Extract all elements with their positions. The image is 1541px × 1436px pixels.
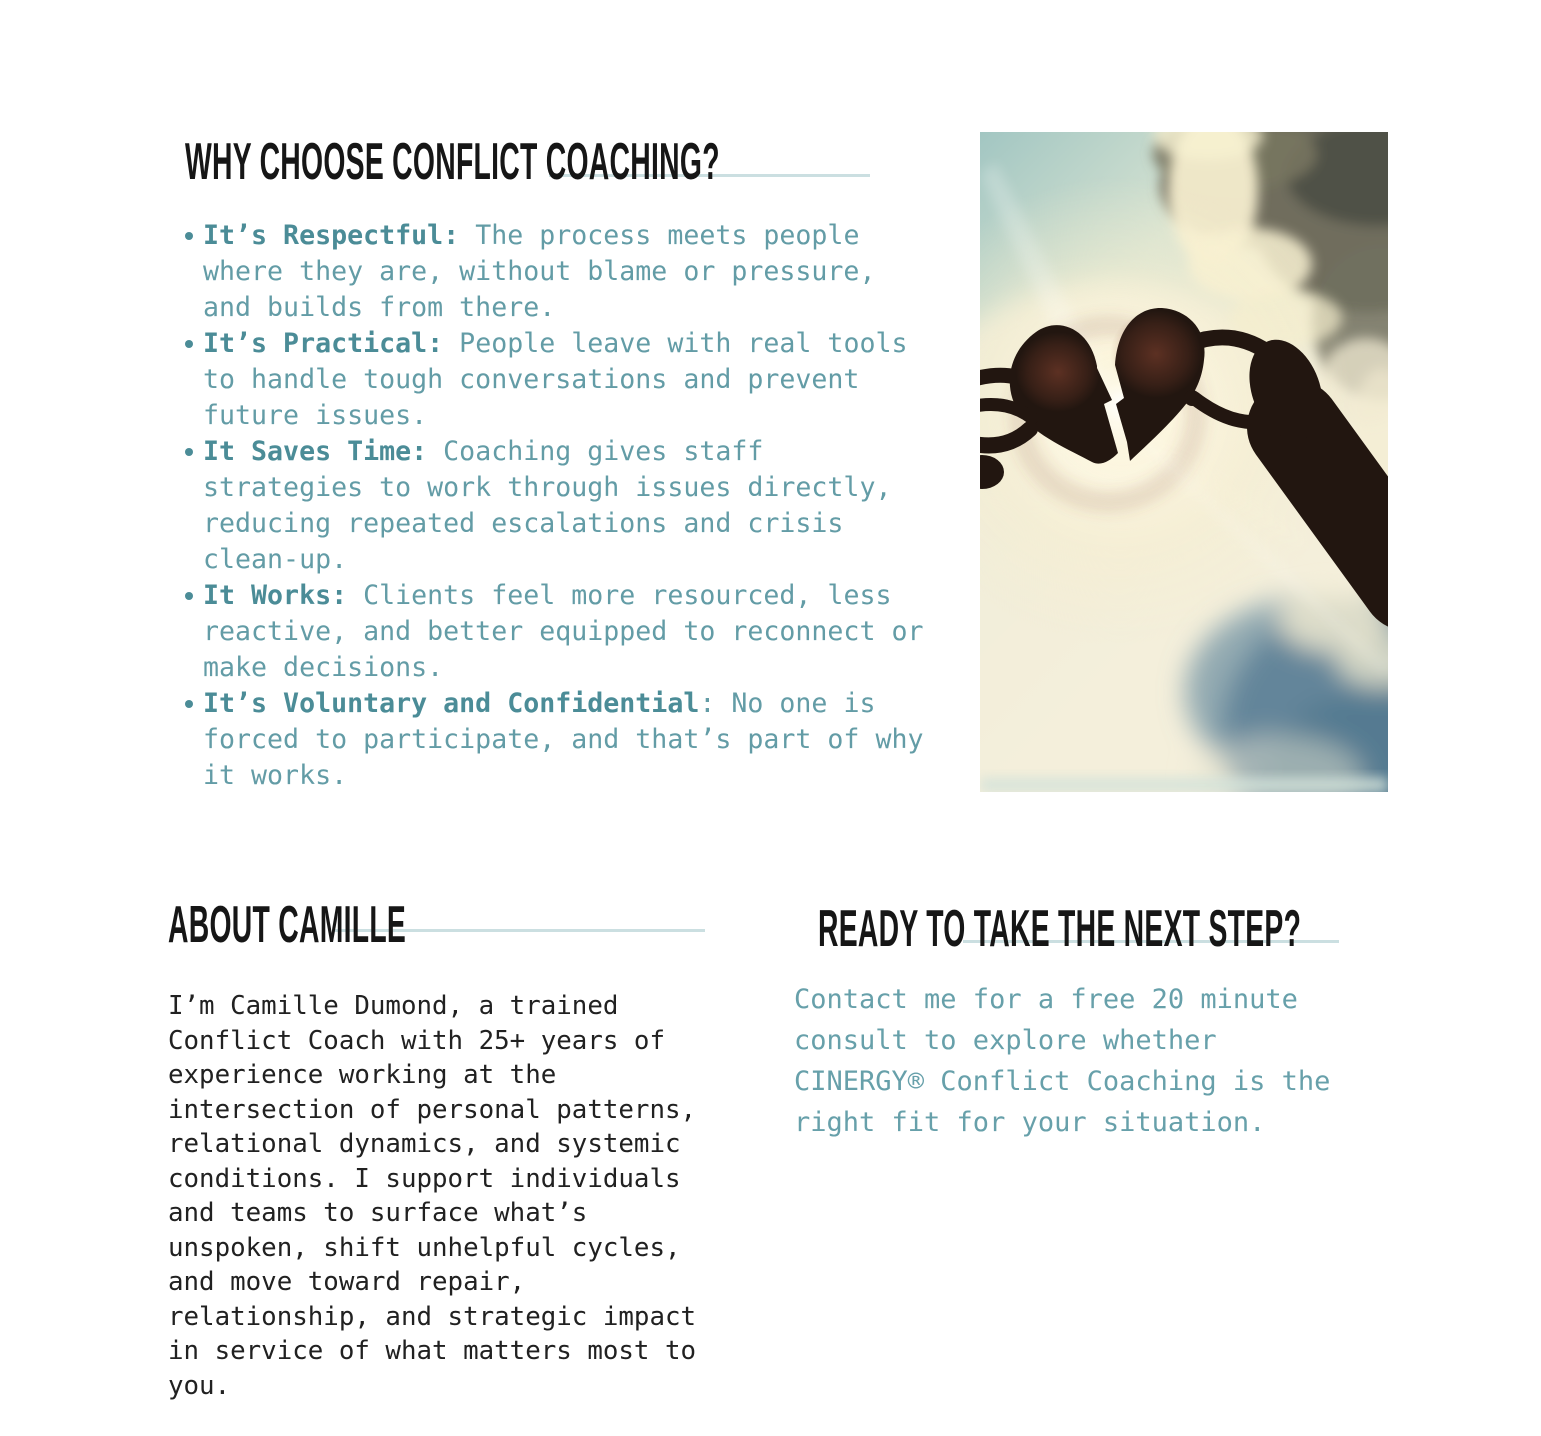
bullet-lead: It Works: bbox=[203, 580, 348, 611]
next-step-section-heading bbox=[818, 900, 1541, 958]
bullet-lead: It’s Respectful: bbox=[203, 220, 460, 251]
bullet-icon bbox=[185, 700, 193, 708]
list-item bbox=[185, 686, 933, 794]
about-section-heading-text: ABOUT CAMILLE bbox=[168, 896, 407, 954]
why-bullet-list bbox=[185, 218, 933, 794]
bullet-lead: It’s Voluntary and Confidential bbox=[203, 688, 700, 719]
right-lobe-backlight bbox=[1110, 310, 1202, 398]
bullet-lead: It’s Practical: bbox=[203, 328, 444, 359]
bullet-text: Coaching gives staff strategies to work through issues directly, reducing repeated escalations and crisis clean-up. bbox=[203, 436, 892, 575]
bullet-icon bbox=[185, 232, 193, 240]
about-body-text: I’m Camille Dumond, a trained Conflict Coach with 25+ years of experience working at the intersection of personal patterns, relational dynamics, and systemic conditions. I support individuals and teams to surface what’s unspoken, shift unhelpful cycles, and move toward repair, relationship, and strategic impact in service of what matters most to you. bbox=[168, 991, 697, 1401]
bullet-text: The process meets people where they are, without blame or pressure, and builds from there. bbox=[203, 220, 876, 323]
why-section-heading-text: WHY CHOOSE CONFLICT COACHING? bbox=[185, 133, 720, 191]
bullet-icon bbox=[185, 340, 193, 348]
photo-bottom-haze bbox=[980, 778, 1388, 792]
list-item bbox=[185, 326, 933, 434]
list-item bbox=[185, 434, 933, 578]
bullet-icon bbox=[185, 592, 193, 600]
photo-illustration bbox=[980, 132, 1388, 792]
bullet-text: People leave with real tools to handle tough conversations and prevent future issues. bbox=[203, 328, 908, 431]
bullet-text: Clients feel more resourced, less reactive, and better equipped to reconnect or make decisions. bbox=[203, 580, 924, 683]
hands-holding-torn-paper-heart-photo bbox=[980, 132, 1388, 792]
next-step-heading-text: READY TO TAKE THE NEXT STEP? bbox=[818, 900, 1302, 958]
bullet-lead: It Saves Time: bbox=[203, 436, 428, 467]
next-step-body-text: Contact me for a free 20 minute consult to explore whether CINERGY® Conflict Coaching is the right fit for your situation. bbox=[794, 984, 1331, 1138]
bullet-icon bbox=[185, 448, 193, 456]
about-section-heading bbox=[168, 896, 605, 954]
list-item bbox=[185, 218, 933, 326]
bullet-text: : No one is forced to participate, and that’s part of why it works. bbox=[203, 688, 924, 791]
left-lobe-backlight bbox=[1016, 332, 1100, 412]
list-item bbox=[185, 578, 933, 686]
